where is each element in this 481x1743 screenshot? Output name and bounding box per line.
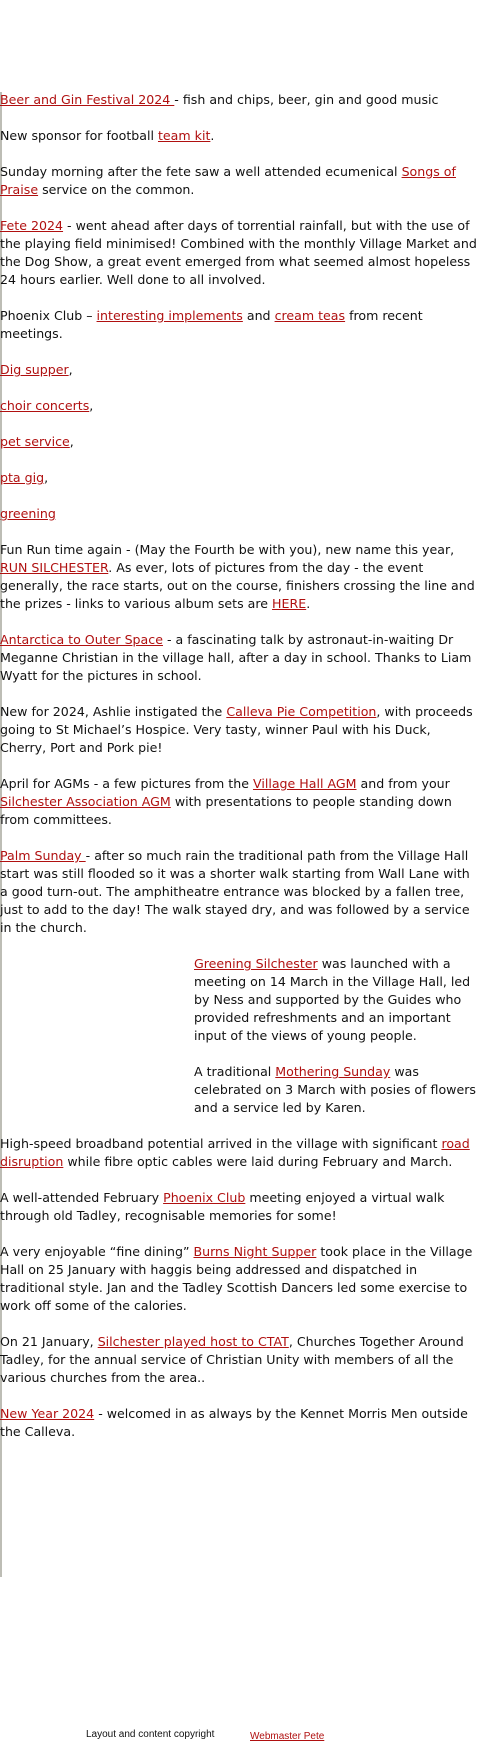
news-content (0, 91, 478, 1459)
news-item-songs-of-praise: Sunday morning after the fete saw a well attended ecumenical Songs of Praise service on the common. (0, 164, 456, 197)
link-burns-night-supper[interactable]: Burns Night Supper (193, 1244, 317, 1259)
link-greening-silchester[interactable]: Greening Silchester (194, 956, 318, 971)
link-run-silchester[interactable]: RUN SILCHESTER (0, 560, 109, 575)
news-item-team-kit: New sponsor for football team kit. (0, 128, 215, 143)
news-item-pta-gig: pta gig, (0, 470, 49, 485)
news-item-phoenix-club-feb: A well-attended February Phoenix Club meeting enjoyed a virtual walk through old Tadley, recognisable memories for some! (0, 1190, 445, 1223)
link-here-albums[interactable]: HERE (272, 596, 307, 611)
link-pta-gig[interactable]: pta gig (0, 470, 45, 485)
news-item-pie-competition: New for 2024, Ashlie instigated the Calleva Pie Competition, with proceeds going to St Michael’s Hospice. Very tasty, winner Paul with his Duck, Cherry, Port and Pork pie! (0, 704, 473, 755)
link-interesting-implements[interactable]: interesting implements (96, 308, 243, 323)
news-item-broadband: High-speed broadband potential arrived in the village with significant road disruption while fibre optic cables were laid during February and March. (0, 1136, 470, 1169)
link-beer-gin-festival[interactable]: Beer and Gin Festival 2024 (0, 92, 175, 107)
link-palm-sunday[interactable]: Palm Sunday (0, 848, 86, 863)
news-item-agms: April for AGMs - a few pictures from the Village Hall AGM and from your Silchester Association AGM with presentations to people standing down from committees. (0, 776, 452, 827)
link-choir-concerts[interactable]: choir concerts (0, 398, 90, 413)
webmaster-link[interactable]: Webmaster Pete (250, 1731, 325, 1742)
news-item-burns-night: A very enjoyable “fine dining” Burns Night Supper took place in the Village Hall on 25 January with haggis being addressed and dispatched in traditional style. Jan and the Tadley Scottish Dancers led some exercise to work off some of the calories. (0, 1244, 473, 1313)
link-calleva-pie-competition[interactable]: Calleva Pie Competition (226, 704, 377, 719)
news-item-antarctica-talk: Antarctica to Outer Space - a fascinating talk by astronaut-in-waiting Dr Meganne Christian in the village hall, after a day in school. Thanks to Liam Wyatt for the pictures in school. (0, 632, 472, 683)
news-item-ctat: On 21 January, Silchester played host to CTAT, Churches Together Around Tadley, for the annual service of Christian Unity with members of all the various churches from the area.. (0, 1334, 464, 1385)
link-greening[interactable]: greening (0, 506, 56, 521)
page-footer (0, 1728, 481, 1743)
news-item-greening (0, 505, 478, 523)
link-village-hall-agm[interactable]: Village Hall AGM (252, 776, 357, 791)
news-item-phoenix-club-recent: Phoenix Club – interesting implements and cream teas from recent meetings. (0, 308, 423, 341)
link-mothering-sunday[interactable]: Mothering Sunday (275, 1064, 391, 1079)
link-road-disruption[interactable]: road disruption (0, 1136, 470, 1169)
link-silchester-association-agm[interactable]: Silchester Association AGM (0, 794, 171, 809)
link-songs-of-praise[interactable]: Songs of Praise (0, 164, 456, 197)
news-item-choir-concerts: choir concerts, (0, 398, 94, 413)
news-item-run-silchester: Fun Run time again - (May the Fourth be with you), new name this year, RUN SILCHESTER. As ever, lots of pictures from the day - the event generally, the race starts, out on the course, finishers crossing the line and the prizes - links to various album sets are HERE. (0, 542, 475, 611)
news-item-pet-service: pet service, (0, 434, 74, 449)
link-dig-supper[interactable]: Dig supper (0, 362, 69, 377)
news-item-beer-gin-festival: Beer and Gin Festival 2024 - fish and chips, beer, gin and good music (0, 92, 439, 107)
link-antarctica-outer-space[interactable]: Antarctica to Outer Space (0, 632, 163, 647)
footer-copyright: Layout and content copyright (86, 1729, 215, 1740)
news-item-new-year: New Year 2024 - welcomed in as always by the Kennet Morris Men outside the Calleva. (0, 1406, 468, 1439)
link-team-kit[interactable]: team kit (157, 128, 211, 143)
news-item-greening-silchester: Greening Silchester was launched with a meeting on 14 March in the Village Hall, led by Ness and supported by the Guides who provided refreshments and an important input of the views of young people. (194, 956, 471, 1043)
link-pet-service[interactable]: pet service (0, 434, 70, 449)
link-cream-teas[interactable]: cream teas (274, 308, 346, 323)
link-fete-2024[interactable]: Fete 2024 (0, 218, 64, 233)
link-new-year-2024[interactable]: New Year 2024 (0, 1406, 95, 1421)
link-silchester-host-ctat[interactable]: Silchester played host to CTAT (97, 1334, 289, 1349)
news-item-dig-supper: Dig supper, (0, 362, 73, 377)
news-item-fete-2024: Fete 2024 - went ahead after days of torrential rainfall, but with the use of the playing field minimised! Combined with the monthly Village Market and the Dog Show, a great event emerged from what seemed almost hopeless 24 hours earlier. Well done to all involved. (0, 218, 477, 287)
news-item-palm-sunday: Palm Sunday - after so much rain the traditional path from the Village Hall start was still flooded so it was a shorter walk starting from Wall Lane with a good turn-out. The amphitheatre entrance was blocked by a fallen tree, just to add to the day! The walk stayed dry, and was followed by a service in the church. (0, 848, 470, 935)
news-item-mothering-sunday: A traditional Mothering Sunday was celebrated on 3 March with posies of flowers and a service led by Karen. (194, 1064, 476, 1115)
link-phoenix-club[interactable]: Phoenix Club (163, 1190, 246, 1205)
